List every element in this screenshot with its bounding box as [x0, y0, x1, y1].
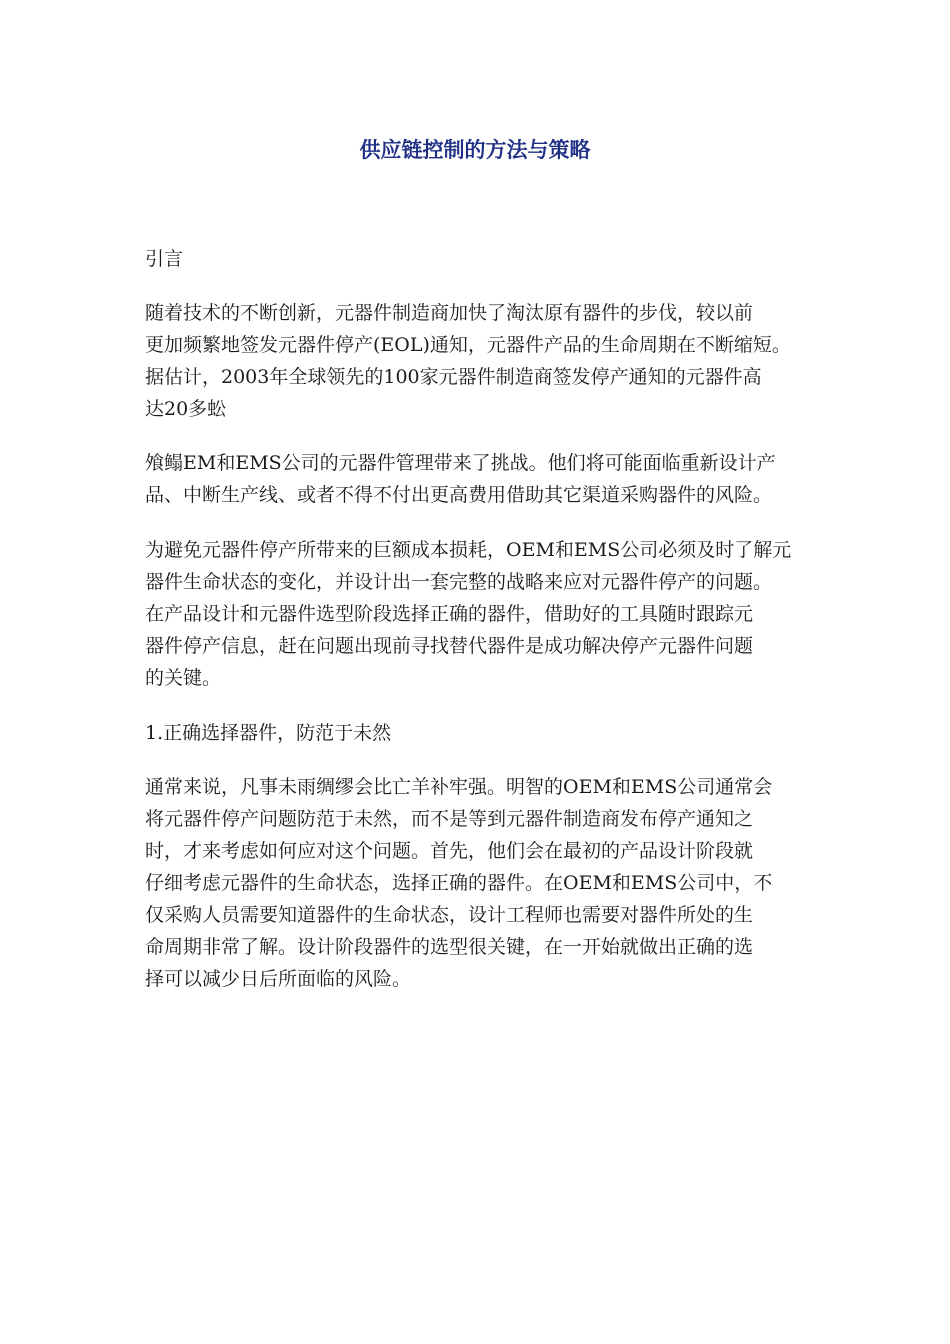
document-body — [145, 243, 885, 995]
paragraph-line: 器件生命状态的变化，并设计出一套完整的战略来应对元器件停产的问题。 — [145, 571, 773, 593]
paragraph-line: 仔细考虑元器件的生命状态，选择正确的器件。在OEM和EMS公司中，不 — [145, 872, 773, 894]
paragraph-section-1 — [145, 771, 885, 995]
paragraph-line: 择可以减少日后所面临的风险。 — [145, 968, 412, 990]
intro-heading: 引言 — [145, 248, 184, 270]
paragraph-line: 为避免元器件停产所带来的巨额成本损耗，OEM和EMS公司必须及时了解元 — [145, 539, 792, 561]
paragraph-line: 在产品设计和元器件选型阶段选择正确的器件，借助好的工具随时跟踪元 — [145, 603, 754, 625]
paragraph-intro-2 — [145, 447, 885, 511]
paragraph-line: 品、中断生产线、或者不得不付出更高费用借助其它渠道采购器件的风险。 — [145, 484, 773, 506]
section-1-heading: 1.正确选择器件，防范于未然 — [145, 722, 392, 744]
paragraph-line: 时，才来考虑如何应对这个问题。首先，他们会在最初的产品设计阶段就 — [145, 840, 754, 862]
paragraph-line: 更加频繁地签发元器件停产(EOL)通知，元器件产品的生命周期在不断缩短。 — [145, 334, 791, 356]
paragraph-line: 达20多蚣 — [145, 398, 227, 420]
paragraph-intro-1 — [145, 297, 885, 425]
paragraph-line: 的关键。 — [145, 667, 222, 689]
paragraph-line: 随着技术的不断创新，元器件制造商加快了淘汰原有器件的步伐，较以前 — [145, 302, 754, 324]
paragraph-line: 仅采购人员需要知道器件的生命状态，设计工程师也需要对器件所处的生 — [145, 904, 754, 926]
paragraph-line: 据估计，2003年全球领先的100家元器件制造商签发停产通知的元器件高 — [145, 366, 762, 388]
paragraph-line: 命周期非常了解。设计阶段器件的选型很关键，在一开始就做出正确的选 — [145, 936, 754, 958]
paragraph-line: 通常来说，凡事未雨绸缪会比亡羊补牢强。明智的OEM和EMS公司通常会 — [145, 776, 773, 798]
paragraph-line: 飧鳎EM和EMS公司的元器件管理带来了挑战。他们将可能面临重新设计产 — [145, 452, 776, 474]
paragraph-intro-3 — [145, 534, 885, 694]
document-title: 供应链控制的方法与策略 — [359, 138, 591, 162]
paragraph-line: 将元器件停产问题防范于未然，而不是等到元器件制造商发布停产通知之 — [145, 808, 754, 830]
paragraph-line: 器件停产信息，赶在问题出现前寻找替代器件是成功解决停产元器件问题 — [145, 635, 754, 657]
